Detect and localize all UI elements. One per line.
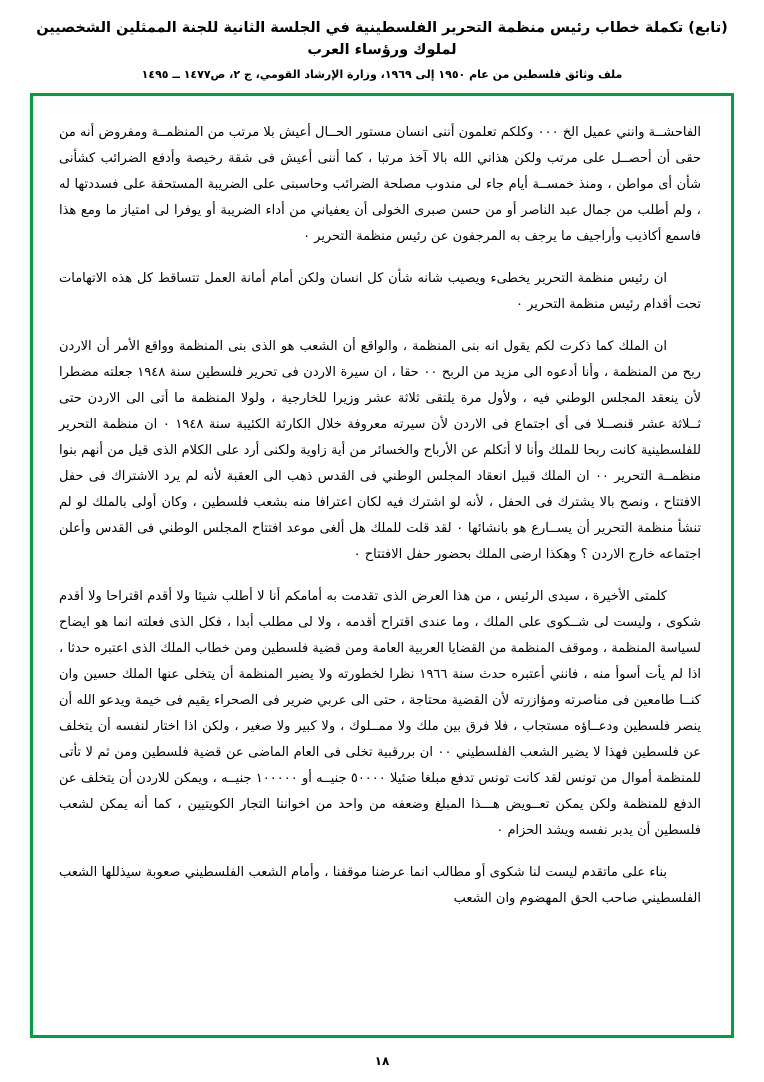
paragraph: كلمتى الأخيرة ، سيدى الرئيس ، من هذا العرض الذى تقدمت به أمامكم أنا لا أطلب شيئا ولا أقدم اقتراحا ولا أقدم شكوى ، وليست لى شــكوى على الملك ، وما عندى اقتراح أقدمه ، ولا لى مطلب أبدا ، فكل الذى فعلته انما هو ايضاح لسياسة المنظمة ، وموقف المنظمة من القضايا العربية العامة ومن قضية فلسطين ومن خطاب الملك الذى اعتبره حدثا ، اذا لم يأت أسوأ منه ، فانني أعتبره حدث سنة ١٩٦٦ نظرا لخطورته ولا يضير المنظمة أن يتخلى عنها الملك حسين وان كنــا طامعين فى مناصرته ومؤازرته لأن القضية محتاجة ، حتى الى عربي ضرير فى الصحراء يقيم فى خيمة ويدعو الله أن ينصر فلسطين ودعــاؤه مستجاب ، فلا فرق بين ملك ولا ممــلوك ، ولا كبير ولا صغير ، ولكن اذا اختار لنفسه أن يتخلف عن فلسطين فهذا لا يضير الشعب الفلسطيني ٠٠ ان بررقبية تخلى فى العام الماضى عن قضية فلسطين ومن ثم لا تأتى للمنظمة أموال من تونس لقد كانت تونس تدفع مبلغا ضئيلا ٥٠٠٠٠ جنيــه أو ١٠٠٠٠٠ جنيــه ، ويمكن للاردن أن يتخلف عن الدفع للمنظمة ولكن يمكن تعــويض هـــذا المبلغ وضعفه من واحد من اخواننا التجار الكويتيين ، كما أنه يمكن لشعب فلسطين أن يدبر نفسه ويشد الحزام ٠ bbox=[59, 589, 701, 839]
paragraph: الفاحشــة وانني عميل الخ ٠٠٠ وكلكم تعلمون أننى انسان مستور الحــال أعيش بلا مرتب من المنظمــة ومفروض أنه من حقى أن أحصــل على مرتب ولكن هذاني الله بالا آخذ مرتبا ، كما أننى أعيش فى شقة رخيصة وأدفع الضرائب كشأنى شأن أى مواطن ، ومنذ خمســة أيام جاء لى مندوب مصلحة الضرائب وحاسبنى على الضريبة المستحقة على فسددتها له ، ولم أطلب من جمال عبد الناصر أو من حسن صبرى الخولى أن يعفياني من أداء الضريبة أو يوفرا لى امتياز ما ومع هذا فاسمع أكاذيب وأراجيف ما يرجف به المرجفون عن رئيس منظمة التحرير ٠ bbox=[59, 125, 702, 245]
page-header bbox=[30, 18, 734, 83]
paragraph: ان الملك كما ذكرت لكم يقول انه بنى المنظمة ، والواقع أن الشعب هو الذى بنى المنظمة وواقع الأمر أن الاردن ربح من المنظمة ، وأنا أدعوه الى مزيد من الربح ٠٠ حقا ، ان سيرة الاردن فى تحرير فلسطين سنة ١٩٤٨ جعلته مضطرا لأن ينعقد المجلس الوطني فيه ، ولأول مرة يلتقى ثلاثة عشر وزيرا للخارجية ، ولولا المنظمة ما أتى الى الاردن حتى ثــلاثة عشر قنصــلا فى أى اجتماع فى الاردن لأن سيرته معروفة خلال الكارثة الكئيبة سنة ١٩٤٨ ٠ ان منظمة التحرير للفلسطينية كانت ربحا للملك وأنا لا أتكلم عن الأرباح والخسائر من أية زاوية ولكنى أرد على الكلام الذى قيل من أنهم بنوا منظمــة التحرير ٠٠ ان الملك قبيل انعقاد المجلس الوطني فى القدس ذهب الى العقبة لأنه لم يرد الاشتراك فى حفل الافتتاح ، ونصح بالا يشترك فى الحفل ، لأنه لو اشترك فيه لكان اعترافا منه بشعب فلسطين ، وكان أولى بالملك لو لم تنشأ منظمة التحرير أن يســارع هو بانشائها ٠ لقد قلت للملك هل ألغى موعد افتتاح المجلس الوطني فى القدس وأعلن اجتماعه خارج الاردن ؟ وهكذا ارضى الملك بحضور حفل الافتتاح ٠ bbox=[59, 339, 702, 563]
document-body bbox=[59, 120, 701, 912]
content-frame bbox=[30, 93, 734, 1038]
page-number: ١٨ bbox=[374, 1054, 390, 1068]
page-title: (تابع) تكملة خطاب رئيس منظمة التحرير الفلسطينية في الجلسة الثانية للجنة الممثلين الشخصيين لملوك ورؤساء العرب bbox=[36, 20, 728, 58]
paragraph: بناء على ماتقدم ليست لنا شكوى أو مطالب انما عرضنا موقفنا ، وأمام الشعب الفلسطيني صعوبة سيذللها الشعب الفلسطيني صاحب الحق المهضوم وان الشعب bbox=[59, 865, 701, 907]
page-source-citation: ملف وثائق فلسطين من عام ١٩٥٠ إلى ١٩٦٩، وزارة الإرشاد القومي، ج ٢، ص١٤٧٧ ــ ١٤٩٥ bbox=[141, 67, 623, 81]
paragraph: ان رئيس منظمة التحرير يخطىء ويصيب شانه شأن كل انسان ولكن أمام أمانة العمل تتساقط كل هذه الاتهامات تحت أقدام رئيس منظمة التحرير ٠ bbox=[59, 271, 701, 313]
